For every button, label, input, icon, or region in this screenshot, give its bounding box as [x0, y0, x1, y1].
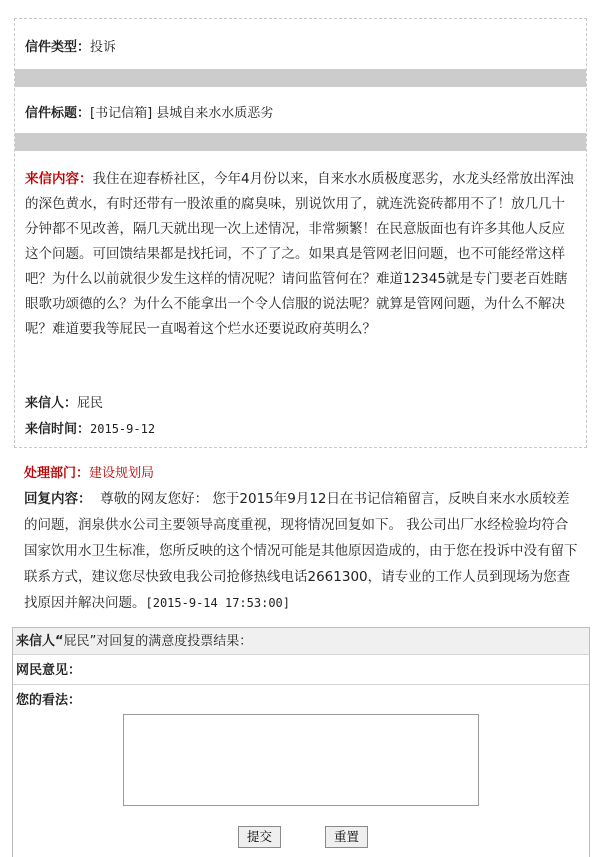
view-label: 您的看法： [16, 693, 82, 708]
reply-dept-row [24, 462, 154, 481]
vote-title-prefix: 来信人“ [16, 634, 64, 649]
letter-type-label: 信件类型： [25, 40, 91, 55]
letter-details [14, 18, 587, 448]
vote-form [12, 627, 590, 857]
letter-title-label: 信件标题： [25, 106, 91, 121]
reply-timestamp: [2015-9-14 17:53:00] [145, 596, 290, 610]
letter-title-row [25, 102, 273, 121]
letter-content [25, 167, 577, 342]
vote-title-name: 屁民 [63, 634, 90, 649]
separator-bar [15, 133, 586, 151]
sender-label: 来信人： [25, 396, 78, 411]
view-textarea[interactable] [123, 714, 479, 806]
letter-type-value: 投诉 [90, 40, 117, 55]
sender-row [25, 392, 103, 411]
vote-title-row [13, 628, 589, 655]
sender-value: 屁民 [77, 396, 104, 411]
reset-button[interactable]: 重置 [325, 826, 368, 848]
reply-content [24, 486, 579, 616]
separator-bar [15, 69, 586, 87]
date-label: 来信时间： [25, 422, 91, 437]
opinion-row [13, 656, 589, 685]
date-row [25, 418, 155, 437]
letter-type-row [25, 36, 116, 55]
reply-content-label: 回复内容： [24, 491, 92, 507]
opinion-label: 网民意见： [16, 663, 82, 678]
letter-content-label: 来信内容： [25, 171, 93, 187]
vote-title-suffix: ”对回复的满意度投票结果： [89, 634, 253, 649]
letter-title-value: [书记信箱] 县城自来水水质恶劣 [90, 106, 274, 121]
date-value: 2015-9-12 [90, 422, 156, 436]
submit-button[interactable]: 提交 [238, 826, 281, 848]
reply-content-text: 尊敬的网友您好： 您于2015年9月12日在书记信箱留言，反映自来水水质较差的问题，润泉供水公司主要领导高度重视，现将情况回复如下。 我公司出厂水经检验均符合国家饮用水卫生标准，您所反映的这个情况可能是其他原因造成的，由于您在投诉中没有留下联系方式，建议您尽快致电我公司抢修热线电话2661300，请专业的工作人员到现场为您查找原因并解决问题。 [24, 491, 578, 611]
reply-dept-value: 建设规划局 [89, 466, 155, 481]
reply-dept-label: 处理部门： [24, 466, 90, 481]
letter-content-text: 我住在迎春桥社区，今年4月份以来，自来水水质极度恶劣，水龙头经常放出浑浊的深色黄水，有时还带有一股浓重的腐臭味，别说饮用了，就连洗瓷砖都用不了！放几几十分钟都不见改善，隔几天就出现一次上述情况，非常频繁！在民意版面也有许多其他人反应这个问题。可回馈结果都是找托词，不了了之。如果真是管网老旧问题，也不可能经常这样吧？为什么以前就很少发生这样的情况呢？请问监管何在？难道12345就是专门要老百姓瞎眼歌功颂德的么？为什么不能拿出一个令人信服的说法呢？就算是管网问题，为什么不解决呢？难道要我等屁民一直喝着这个烂水还要说政府英明么？ [25, 171, 574, 337]
